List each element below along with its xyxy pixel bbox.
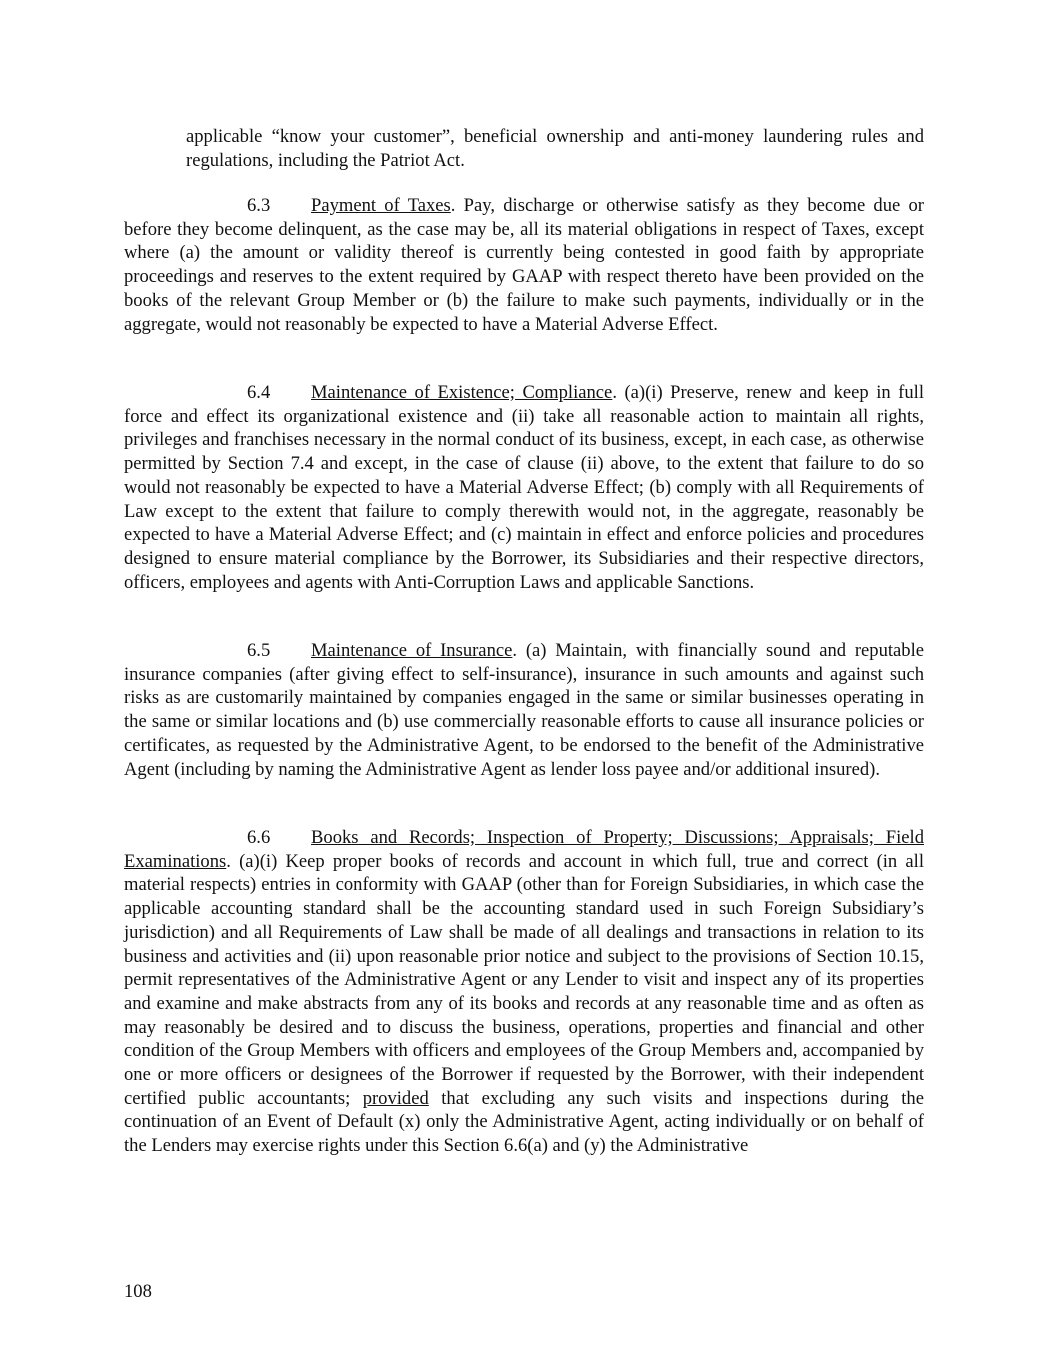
section-number: 6.4 [247, 382, 271, 403]
section-body: . (a) Maintain, with financially sound and reputable insurance companies (after giving effect to self-insurance), insurance in such amounts and against such risks as are customarily maintained by companies engaged in the same or similar businesses operating in the same or similar locations and (b) use commercially reasonable efforts to cause all insurance policies or certificates, as requested by the Administrative Agent, to be endorsed to the benefit of the Administrative Agent (including by naming the Administrative Agent as lender loss payee and/or additional insured). [124, 640, 925, 780]
section-number: 6.3 [247, 195, 271, 216]
page-number: 108 [124, 1281, 152, 1302]
section-6-4 [124, 381, 924, 594]
section-heading: Books and Records; Inspection of Property; Discussions; Appraisals; Field Examinations [124, 827, 924, 872]
section-heading: Payment of Taxes [311, 195, 451, 216]
section-6-6 [124, 826, 924, 1158]
section-body-continued: that excluding any such visits and inspections during the continuation of an Event of Default (x) only the Administrative Agent, acting individually or on behalf of the Lenders may exercise rights under this Section 6.6(a) and (y) the Administrative [124, 1087, 924, 1157]
section-body: . (a)(i) Preserve, renew and keep in full force and effect its organizational existence and (ii) take all reasonable action to maintain all rights, privileges and franchises necessary in the normal conduct of its business, except, in each case, as otherwise permitted by Section 7.4 and except, in the case of clause (ii) above, to the extent that failure to do so would not reasonably be expected to have a Material Adverse Effect; (b) comply with all Requirements of Law except to the extent that failure to comply therewith would not, in the aggregate, reasonably be expected to have a Material Adverse Effect; and (c) maintain in effect and enforce policies and procedures designed to ensure material compliance by the Borrower, its Subsidiaries and their respective directors, officers, employees and agents with Anti-Corruption Laws and applicable Sanctions. [124, 382, 924, 593]
section-body: . Pay, discharge or otherwise satisfy as they become due or before they become delinquent, as the case may be, all its material obligations in respect of Taxes, except where (a) the amount or validity thereof is currently being contested in good faith by appropriate proceedings and reserves to the extent required by GAAP with respect thereto have been provided on the books of the relevant Group Member or (b) the failure to make such payments, individually or in the aggregate, would not reasonably be expected to have a Material Adverse Effect. [124, 195, 924, 335]
section-heading: Maintenance of Existence; Compliance [311, 382, 613, 403]
continuation-paragraph [186, 125, 924, 172]
continuation-text: applicable “know your customer”, beneficial ownership and anti-money laundering rules and regulations, including the Patriot Act. [186, 126, 924, 171]
section-number: 6.5 [247, 640, 271, 661]
section-heading: Maintenance of Insurance [311, 640, 513, 661]
section-number: 6.6 [247, 827, 271, 848]
section-body: . (a)(i) Keep proper books of records and account in which full, true and correct (in all material respects) entries in conformity with GAAP (other than for Foreign Subsidiaries, in which case the applicable accounting standard shall be the accounting standard used in such Foreign Subsidiary’s jurisdiction) and all Requirements of Law shall be made of all dealings and transactions in relation to its business and activities and (ii) upon reasonable prior notice and subject to the provisions of Section 10.15, permit representatives of the Administrative Agent or any Lender to visit and inspect any of its properties and examine and make abstracts from any of its books and records at any reasonable time and as often as may reasonably be desired and to discuss the business, operations, properties and financial and other condition of the Group Members with officers and employees of the Group Members and, accompanied by one or more officers or designees of the Borrower if requested by the Borrower, with their independent certified public accountants; [124, 850, 924, 1109]
section-6-3 [124, 194, 924, 336]
provided-term: provided [362, 1087, 429, 1109]
section-6-5 [124, 639, 924, 781]
